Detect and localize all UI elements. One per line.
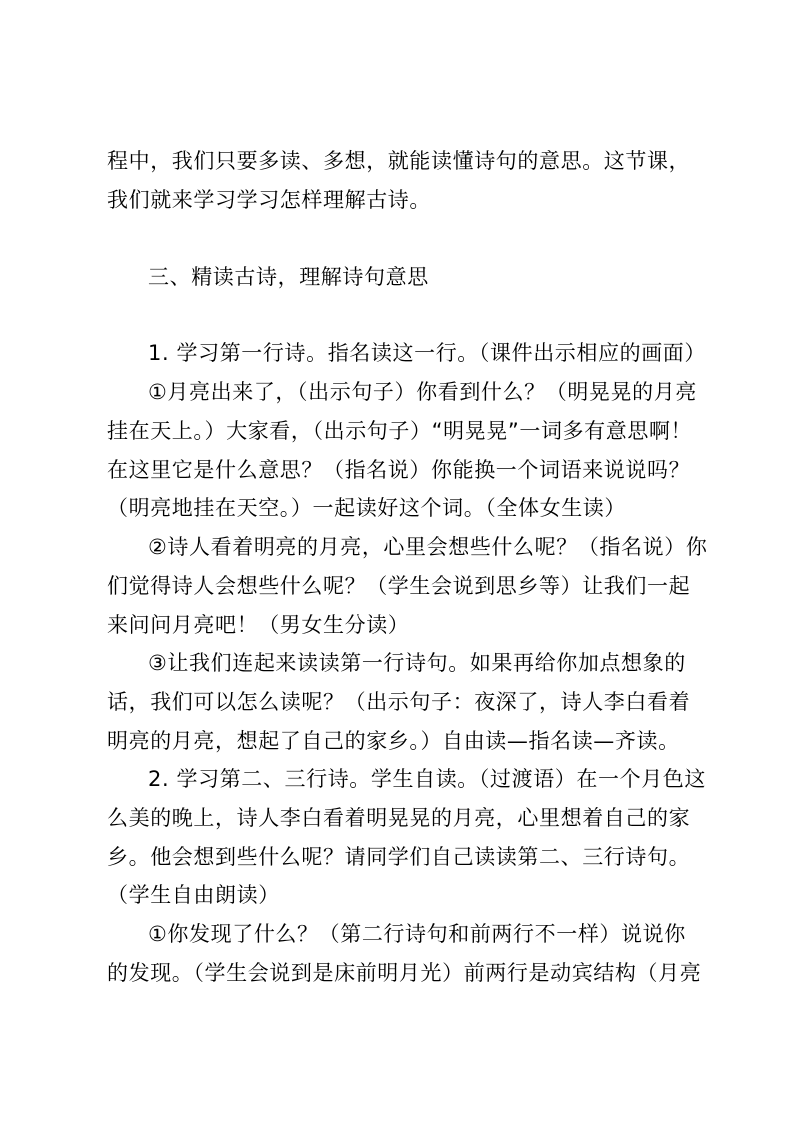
paragraph-line: 挂在天上。）大家看，（出示句子）“明晃晃”一词多有意思啊！ [107, 419, 693, 443]
paragraph-line: （学生自由朗读） [107, 883, 280, 907]
paragraph-line: 程中，我们只要多读、多想，就能读懂诗句的意思。这节课， [107, 149, 691, 173]
paragraph-line: 来问问月亮吧！（男女生分读） [107, 613, 410, 637]
paragraph-line: 1. 学习第一行诗。指名读这一行。（课件出示相应的画面） [148, 341, 707, 365]
paragraph-line: 么美的晚上，诗人李白看着明晃晃的月亮，心里想着自己的家 [107, 806, 691, 830]
paragraph-line: 乡。他会想到些什么呢？请同学们自己读读第二、三行诗句。 [107, 845, 691, 869]
paragraph-line: ①月亮出来了，（出示句子）你看到什么？（明晃晃的月亮 [148, 380, 697, 404]
paragraph-line: 2. 学习第二、三行诗。学生自读。（过渡语）在一个月色这 [148, 767, 707, 791]
paragraph-line: ②诗人看着明亮的月亮，心里会想些什么呢？（指名说）你 [148, 535, 708, 559]
paragraph-line: 在这里它是什么意思？（指名说）你能换一个词语来说说吗？ [107, 458, 691, 482]
paragraph-line: 们觉得诗人会想些什么呢？（学生会说到思乡等）让我们一起 [107, 574, 691, 598]
paragraph-line: ①你发现了什么？（第二行诗句和前两行不一样）说说你 [148, 922, 686, 946]
paragraph-line: ③让我们连起来读读第一行诗句。如果再给你加点想象的 [148, 651, 686, 675]
paragraph-line: 话，我们可以怎么读呢？（出示句子：夜深了，诗人李白看着 [107, 690, 691, 714]
paragraph-line: 我们就来学习学习怎样理解古诗。 [107, 188, 431, 212]
paragraph-line: 明亮的月亮，想起了自己的家乡。）自由读—指名读—齐读。 [107, 729, 680, 753]
paragraph-line: （明亮地挂在天空。）一起读好这个词。（全体女生读） [107, 496, 626, 520]
paragraph-line: 的发现。（学生会说到是床前明月光）前两行是动宾结构（月亮 [107, 961, 702, 985]
section-heading: 三、精读古诗，理解诗句意思 [148, 265, 429, 289]
